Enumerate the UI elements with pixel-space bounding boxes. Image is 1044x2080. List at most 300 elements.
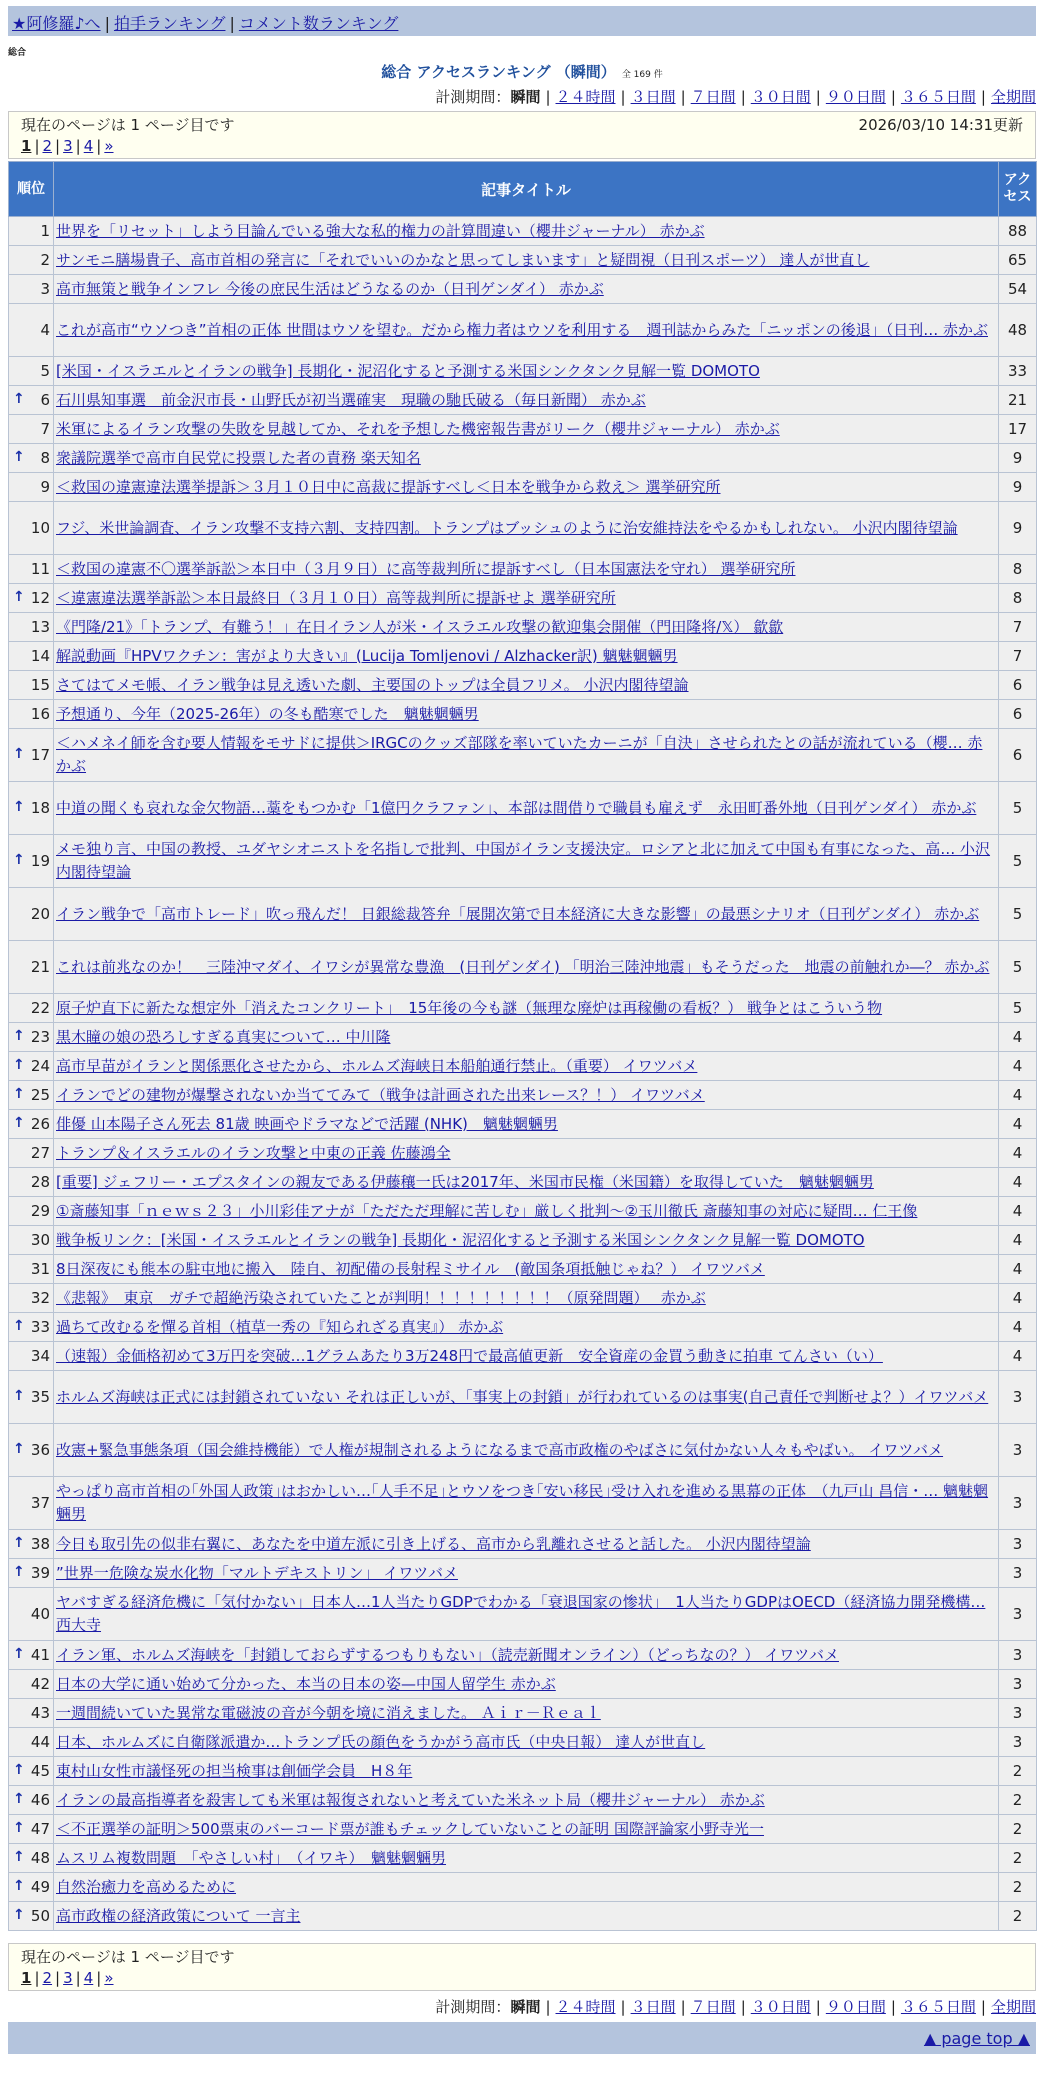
- table-row: [9, 246, 1037, 275]
- table-row: [9, 1168, 1037, 1197]
- title-cell: [54, 1902, 999, 1931]
- period-label: 計測期間：: [435, 1998, 511, 2016]
- access-count: 3: [999, 1588, 1037, 1641]
- title-cell: [54, 444, 999, 473]
- article-link[interactable]: 一週間続いていた異常な電磁波の音が今朝を境に消えました。 Ａｉｒ－Ｒｅａｌ: [56, 1703, 601, 1722]
- title-cell: [54, 357, 999, 386]
- arrow-up-icon: ↑: [13, 589, 25, 605]
- rank-number: 17: [30, 746, 50, 764]
- rank-column-header: 順位: [9, 162, 54, 217]
- article-link[interactable]: ＜違憲違法選挙訴訟＞本日最終日（３月１０日）高等裁判所に提訴せよ 選挙研究所: [56, 588, 616, 607]
- rank-number: 39: [30, 1564, 50, 1582]
- article-link[interactable]: サンモニ膳場貴子、高市首相の発言に「それでいいのかなと思ってしまいます」と疑問視（日刊スポーツ） 達人が世直し: [56, 250, 870, 269]
- article-link[interactable]: ＜ハメネイ師を含む要人情報をモサドに提供＞IRGCのクッズ部隊を率いていたカーニが「自決」させられたとの話が流れている（櫻… 赤かぶ: [56, 734, 983, 775]
- period-option-link[interactable]: ７日間: [690, 1998, 736, 2016]
- rank-cell: [9, 1424, 54, 1477]
- title-cell: [54, 782, 999, 835]
- table-row: [9, 584, 1037, 613]
- article-link[interactable]: 高市政権の経済政策について 一言主: [56, 1906, 301, 1925]
- access-count: 7: [999, 642, 1037, 671]
- rank-number: 49: [30, 1878, 50, 1896]
- table-row: [9, 782, 1037, 835]
- category-label: 総合: [8, 48, 27, 58]
- article-link[interactable]: 予想通り、今年（2025-26年）の冬も酷寒でした 魑魅魍魎男: [56, 704, 479, 723]
- rank-number: 5: [40, 362, 50, 380]
- period-separator: |: [545, 88, 551, 106]
- pager-box-bottom: [8, 1943, 1036, 1991]
- access-count: 3: [999, 1371, 1037, 1424]
- table-row: [9, 1023, 1037, 1052]
- table-header-row: [9, 162, 1037, 217]
- period-selector-bottom: [435, 1996, 1036, 2017]
- arrow-up-icon: ↑: [13, 1318, 25, 1334]
- table-row: [9, 1477, 1037, 1530]
- rank-cell: [9, 1728, 54, 1757]
- access-count: 4: [999, 1226, 1037, 1255]
- access-count: 3: [999, 1424, 1037, 1477]
- title-cell: [54, 941, 999, 994]
- page-link[interactable]: 3: [63, 1969, 73, 1987]
- rank-number: 13: [30, 618, 50, 636]
- title-cell: [54, 502, 999, 555]
- rank-number: 37: [30, 1494, 50, 1512]
- arrow-up-icon: ↑: [13, 1849, 25, 1865]
- pager-box: [8, 111, 1036, 159]
- title-cell: [54, 1197, 999, 1226]
- arrow-up-icon: ↑: [13, 1535, 25, 1551]
- title-cell: [54, 1815, 999, 1844]
- home-link[interactable]: ★阿修羅♪へ: [12, 14, 101, 33]
- access-count: 6: [999, 700, 1037, 729]
- title-cell: [54, 473, 999, 502]
- arrow-up-icon: ↑: [13, 1115, 25, 1131]
- rank-cell: [9, 1226, 54, 1255]
- rank-cell: [9, 888, 54, 941]
- page-link[interactable]: 4: [83, 137, 94, 155]
- nav-separator: |: [229, 14, 235, 33]
- article-link[interactable]: 《悲報》 東京 ガチで超絶汚染されていたことが判明！！！！！！！！！（原発問題） 赤かぶ: [56, 1288, 706, 1307]
- article-link[interactable]: 衆議院選挙で高市自民党に投票した者の責務 楽天知名: [56, 448, 421, 467]
- rank-number: 45: [30, 1762, 50, 1780]
- article-link[interactable]: 戦争板リンク：[米国・イスラエルとイランの戦争] 長期化・泥沼化すると予測する米国シンクタンク見解一覧 DOMOTO: [56, 1230, 865, 1249]
- title-cell: [54, 1139, 999, 1168]
- rank-number: 50: [30, 1907, 50, 1925]
- table-row: [9, 1139, 1037, 1168]
- access-count: 4: [999, 1081, 1037, 1110]
- access-count: 2: [999, 1815, 1037, 1844]
- rank-cell: [9, 1313, 54, 1342]
- period-separator: |: [680, 1998, 686, 2016]
- rank-number: 9: [40, 478, 50, 496]
- rank-number: 18: [30, 799, 50, 817]
- period-option-link[interactable]: ９０日間: [825, 88, 886, 106]
- period-separator: |: [980, 1998, 986, 2016]
- rank-cell: [9, 386, 54, 415]
- article-link[interactable]: イランでどの建物が爆撃されないか当ててみて（戦争は計画された出来レース？！） イワツバメ: [56, 1085, 705, 1104]
- article-link[interactable]: イランの最高指導者を殺害しても米軍は報復されないと考えていた米ネット局（櫻井ジャーナル） 赤かぶ: [56, 1790, 765, 1809]
- rank-number: 27: [30, 1144, 50, 1162]
- table-row: [9, 1670, 1037, 1699]
- comment-ranking-link[interactable]: コメント数ランキング: [238, 14, 399, 33]
- page-separator: |: [96, 1969, 102, 1987]
- arrow-up-icon: ↑: [13, 1646, 25, 1662]
- rank-number: 2: [40, 251, 50, 269]
- article-link[interactable]: 高市早苗がイランと関係悪化させたから、ホルムズ海峡日本船舶通行禁止。（重要） イワツバメ: [56, 1056, 698, 1075]
- table-row: [9, 1255, 1037, 1284]
- article-link[interactable]: ホルムズ海峡は正式には封鎖されていない それは正しいが、「事実上の封鎖」が行われているのは事実(自己責任で判断せよ？）イワツバメ: [56, 1387, 989, 1406]
- title-cell: [54, 555, 999, 584]
- article-link[interactable]: 俳優 山本陽子さん死去 81歳 映画やドラマなどで活躍 (NHK) 魑魅魍魎男: [56, 1114, 558, 1133]
- access-count: 4: [999, 1342, 1037, 1371]
- access-column-header: アクセス: [999, 162, 1037, 217]
- rank-cell: [9, 1641, 54, 1670]
- period-option-link[interactable]: ３日間: [630, 88, 676, 106]
- pager-row: [21, 1946, 1023, 1969]
- rank-cell: [9, 1023, 54, 1052]
- article-link[interactable]: [重要] ジェフリー・エプスタインの親友である伊藤穰一氏は2017年、米国市民権（米国籍）を取得していた 魑魅魍魎男: [56, 1172, 874, 1191]
- period-option-link[interactable]: ３０日間: [750, 88, 811, 106]
- ranking-table: [8, 161, 1037, 1931]
- title-cell: [54, 613, 999, 642]
- table-row: [9, 941, 1037, 994]
- period-option-link[interactable]: 全期間: [990, 1998, 1036, 2016]
- rank-cell: [9, 835, 54, 888]
- top-nav-bar: [8, 6, 1036, 36]
- table-row: [9, 1844, 1037, 1873]
- rank-cell: [9, 994, 54, 1023]
- rank-number: 32: [30, 1289, 50, 1307]
- table-row: [9, 275, 1037, 304]
- table-row: [9, 613, 1037, 642]
- page-links: [21, 1969, 1023, 1987]
- rank-cell: [9, 1477, 54, 1530]
- title-cell: [54, 275, 999, 304]
- rank-number: 43: [30, 1704, 50, 1722]
- rank-number: 42: [30, 1675, 50, 1693]
- article-link[interactable]: やっぱり高市首相の｢外国人政策｣はおかしい…｢人手不足｣とウソをつき｢安い移民｣受け入れを進める黒幕の正体 （九戸山 昌信・… 魑魅魍魎男: [56, 1482, 989, 1523]
- period-option-link[interactable]: 全期間: [990, 88, 1036, 106]
- arrow-up-icon: ↑: [13, 1086, 25, 1102]
- period-option-link[interactable]: ９０日間: [825, 1998, 886, 2016]
- article-link[interactable]: 東村山女性市議怪死の担当検事は創価学会員 H８年: [56, 1761, 413, 1780]
- title-cell: [54, 1424, 999, 1477]
- rank-cell: [9, 1757, 54, 1786]
- period-option-link[interactable]: ３６５日間: [900, 88, 976, 106]
- rank-cell: [9, 555, 54, 584]
- title-cell: [54, 1588, 999, 1641]
- rank-number: 24: [30, 1057, 50, 1075]
- arrow-up-icon: ↑: [13, 1028, 25, 1044]
- article-link[interactable]: これが高市“ウソつき”首相の正体 世間はウソを望む。だから権力者はウソを利用する 週刊誌からみた「ニッポンの後退」（日刊… 赤かぶ: [56, 320, 988, 339]
- access-count: 5: [999, 835, 1037, 888]
- page-link[interactable]: 2: [42, 1969, 53, 1987]
- period-separator: |: [980, 88, 986, 106]
- table-row: [9, 1559, 1037, 1588]
- arrow-up-icon: ↑: [13, 852, 25, 868]
- rank-number: 30: [30, 1231, 50, 1249]
- table-row: [9, 994, 1037, 1023]
- rank-cell: [9, 1786, 54, 1815]
- article-link[interactable]: 今日も取引先の似非右翼に、あなたを中道左派に引き上げる、高市から乳離れさせると話した。 小沢内閣待望論: [56, 1534, 811, 1553]
- rank-cell: [9, 782, 54, 835]
- rank-number: 34: [30, 1347, 50, 1365]
- title-cell: [54, 1559, 999, 1588]
- page-link[interactable]: 3: [63, 137, 73, 155]
- rank-number: 15: [30, 676, 50, 694]
- article-link[interactable]: 8日深夜にも熊本の駐屯地に搬入 陸自、初配備の長射程ミサイル (敵国条項抵触じゃね？） イワツバメ: [56, 1259, 765, 1278]
- access-count: 4: [999, 1197, 1037, 1226]
- access-count: 17: [999, 415, 1037, 444]
- access-count: 4: [999, 1313, 1037, 1342]
- period-option-link[interactable]: ３０日間: [750, 1998, 811, 2016]
- title-cell: [54, 835, 999, 888]
- arrow-up-icon: ↑: [13, 1441, 25, 1457]
- rank-cell: [9, 729, 54, 782]
- access-count: 9: [999, 473, 1037, 502]
- arrow-up-icon: ↑: [13, 746, 25, 762]
- rank-cell: [9, 1371, 54, 1424]
- article-link[interactable]: さてはてメモ帳、イラン戦争は見え透いた劇、主要国のトップは全員フリメ。 小沢内閣待望論: [56, 675, 689, 694]
- title-cell: [54, 1052, 999, 1081]
- table-row: [9, 1052, 1037, 1081]
- page-separator: |: [75, 137, 81, 155]
- article-link[interactable]: ①斎藤知事「ｎｅｗｓ２３」小川彩佳アナが「ただただ理解に苦しむ」厳しく批判～②玉川徹氏 斎藤知事の対応に疑問… 仁王像: [56, 1201, 918, 1220]
- page-separator: |: [96, 137, 102, 155]
- rank-number: 10: [30, 519, 50, 537]
- period-separator: |: [815, 1998, 821, 2016]
- title-cell: [54, 1168, 999, 1197]
- rank-cell: [9, 1052, 54, 1081]
- table-row: [9, 1815, 1037, 1844]
- rank-cell: [9, 1873, 54, 1902]
- period-separator: |: [740, 1998, 746, 2016]
- article-link[interactable]: 高市無策と戦争インフレ 今後の庶民生活はどうなるのか（日刊ゲンダイ） 赤かぶ: [56, 279, 604, 298]
- page-link[interactable]: 4: [83, 1969, 94, 1987]
- access-count: 2: [999, 1844, 1037, 1873]
- period-separator: |: [815, 88, 821, 106]
- access-count: 8: [999, 555, 1037, 584]
- rank-number: 48: [30, 1849, 50, 1867]
- title-cell: [54, 217, 999, 246]
- access-count: 33: [999, 357, 1037, 386]
- article-link[interactable]: ＜救国の違憲違法選挙提訴＞３月１０日中に高裁に提訴すべし＜日本を戦争から救え＞ 選挙研究所: [56, 477, 721, 496]
- article-link[interactable]: フジ、米世論調査、イラン攻撃不支持六割、支持四割。トランプはブッシュのように治安維持法をやるかもしれない。 小沢内閣待望論: [56, 518, 958, 537]
- arrow-up-icon: ↑: [13, 449, 25, 465]
- article-link[interactable]: これは前兆なのか！ 三陸沖マダイ、イワシが異常な豊漁 (日刊ゲンダイ) 「明治三陸沖地震」もそうだった 地震の前触れか―？ 赤かぶ: [56, 957, 990, 976]
- arrow-up-icon: ↑: [13, 1762, 25, 1778]
- page-links: [21, 137, 1023, 155]
- article-link[interactable]: 自然治癒力を高めるために: [56, 1877, 237, 1896]
- article-link[interactable]: 解説動画『HPVワクチン：害がより大きい』(Lucija Tomljenovi / Alzhacker訳) 魑魅魍魎男: [56, 646, 678, 665]
- table-row: [9, 1699, 1037, 1728]
- rank-number: 47: [30, 1820, 50, 1838]
- rank-number: 26: [30, 1115, 50, 1133]
- table-row: [9, 835, 1037, 888]
- rank-cell: [9, 502, 54, 555]
- title-cell: [54, 1530, 999, 1559]
- article-link[interactable]: ヤバすぎる経済危機に「気付かない」日本人…1人当たりGDPでわかる「衰退国家の惨状」 1人当たりGDPはOECD（経済協力開発機構… 西大寺: [56, 1593, 986, 1634]
- period-option-link[interactable]: ７日間: [690, 88, 736, 106]
- page-link[interactable]: »: [104, 1969, 114, 1987]
- access-count: 7: [999, 613, 1037, 642]
- period-option-link[interactable]: ３日間: [630, 1998, 676, 2016]
- rank-cell: [9, 1815, 54, 1844]
- access-count: 6: [999, 671, 1037, 700]
- period-label: 計測期間：: [435, 88, 511, 106]
- table-row: [9, 357, 1037, 386]
- rank-number: 38: [30, 1535, 50, 1553]
- access-count: 4: [999, 1284, 1037, 1313]
- title-cell: [54, 584, 999, 613]
- rank-number: 25: [30, 1086, 50, 1104]
- arrow-up-icon: ↑: [13, 1878, 25, 1894]
- article-link[interactable]: 黒木瞳の娘の恐ろしすぎる真実について… 中川隆: [56, 1027, 391, 1046]
- table-row: [9, 1873, 1037, 1902]
- title-cell: [54, 671, 999, 700]
- rank-number: 7: [40, 420, 50, 438]
- article-link[interactable]: 改憲+緊急事態条項（国会維持機能）で人権が規制されるようになるまで高市政権のやばさに気付かない人々もやばい。 イワツバメ: [56, 1440, 944, 1459]
- table-row: [9, 1313, 1037, 1342]
- current-page-number: 1: [21, 1969, 32, 1987]
- page-separator: |: [34, 137, 40, 155]
- rank-number: 23: [30, 1028, 50, 1046]
- article-link[interactable]: トランプ＆イスラエルのイラン攻撃と中東の正義 佐藤鴻全: [56, 1143, 451, 1162]
- article-link[interactable]: 日本の大学に通い始めて分かった、本当の日本の姿—中国人留学生 赤かぶ: [56, 1674, 556, 1693]
- clap-ranking-link[interactable]: 拍手ランキング: [113, 14, 226, 33]
- page-separator: |: [55, 137, 61, 155]
- article-link[interactable]: 世界を「リセット」しよう目論んでいる強大な私的権力の計算間違い（櫻井ジャーナル） 赤かぶ: [56, 221, 705, 240]
- access-count: 4: [999, 1255, 1037, 1284]
- updated-timestamp: 2026/03/10 14:31更新: [858, 116, 1023, 134]
- access-count: 88: [999, 217, 1037, 246]
- table-row: [9, 1641, 1037, 1670]
- article-link[interactable]: ＜救国の違憲不〇選挙訴訟＞本日中（３月９日）に高等裁判所に提訴すべし（日本国憲法を守れ） 選挙研究所: [56, 559, 796, 578]
- page-top-link[interactable]: ▲ page top ▲: [923, 2029, 1030, 2048]
- table-row: [9, 1786, 1037, 1815]
- title-cell: [54, 1284, 999, 1313]
- page-link[interactable]: »: [104, 137, 114, 155]
- rank-number: 4: [40, 321, 50, 339]
- table-row: [9, 502, 1037, 555]
- table-row: [9, 729, 1037, 782]
- arrow-up-icon: ↑: [13, 1820, 25, 1836]
- pager-row: [21, 114, 1023, 137]
- rank-cell: [9, 671, 54, 700]
- article-link[interactable]: 日本、ホルムズに自衛隊派遣か…トランプ氏の顔色をうかがう高市氏（中央日報） 達人が世直し: [56, 1732, 706, 1751]
- access-count: 5: [999, 782, 1037, 835]
- arrow-up-icon: ↑: [13, 1564, 25, 1580]
- access-count: 21: [999, 386, 1037, 415]
- period-current: 瞬間: [510, 1998, 541, 2016]
- table-row: [9, 386, 1037, 415]
- title-cell: [54, 1023, 999, 1052]
- article-link[interactable]: 石川県知事選 前金沢市長・山野氏が初当選確実 現職の馳氏破る（毎日新聞） 赤かぶ: [56, 390, 646, 409]
- article-link[interactable]: ”世界一危険な炭水化物「マルトデキストリン」 イワツバメ: [56, 1563, 458, 1582]
- rank-cell: [9, 1110, 54, 1139]
- article-link[interactable]: 過ちて改むるを憚る首相（植草一秀の『知られざる真実』） 赤かぶ: [56, 1317, 504, 1336]
- rank-cell: [9, 1844, 54, 1873]
- arrow-up-icon: ↑: [13, 1907, 25, 1923]
- table-row: [9, 1902, 1037, 1931]
- table-row: [9, 888, 1037, 941]
- title-column-header: 記事タイトル: [54, 162, 999, 217]
- title-cell: [54, 1477, 999, 1530]
- article-link[interactable]: イラン戦争で「高市トレード」吹っ飛んだ！ 日銀総裁答弁「展開次第で日本経済に大きな影響」の最悪シナリオ（日刊ゲンダイ） 赤かぶ: [56, 904, 980, 923]
- table-row: [9, 1197, 1037, 1226]
- rank-number: 3: [40, 280, 50, 298]
- period-separator: |: [740, 88, 746, 106]
- article-link[interactable]: （速報）金価格初めて3万円を突破…1グラムあたり3万248円で最高値更新 安全資産の金買う動きに拍車 てんさい（い）: [56, 1346, 883, 1365]
- title-cell: [54, 1699, 999, 1728]
- rank-cell: [9, 444, 54, 473]
- page-separator: |: [34, 1969, 40, 1987]
- article-link[interactable]: 原子炉直下に新たな想定外「消えたコンクリート」 15年後の今も謎（無理な廃炉は再稼働の看板？） 戦争とはこういう物: [56, 998, 883, 1017]
- current-page-text: 現在のページは 1 ページ目です: [21, 1948, 235, 1966]
- title-cell: [54, 1757, 999, 1786]
- table-row: [9, 1284, 1037, 1313]
- title-cell: [54, 1313, 999, 1342]
- access-count: 65: [999, 246, 1037, 275]
- access-count: 3: [999, 1477, 1037, 1530]
- table-row: [9, 1728, 1037, 1757]
- title-cell: [54, 246, 999, 275]
- rank-cell: [9, 1255, 54, 1284]
- title-cell: [54, 1110, 999, 1139]
- arrow-up-icon: ↑: [13, 1791, 25, 1807]
- rank-cell: [9, 1139, 54, 1168]
- page-link[interactable]: 2: [42, 137, 53, 155]
- page-title-text: 総合 アクセスランキング （瞬間）: [381, 63, 616, 81]
- rank-number: 31: [30, 1260, 50, 1278]
- article-link[interactable]: [米国・イスラエルとイランの戦争] 長期化・泥沼化すると予測する米国シンクタンク見解一覧 DOMOTO: [56, 361, 760, 380]
- rank-cell: [9, 642, 54, 671]
- article-link[interactable]: ＜不正選挙の証明＞500票束のバーコード票が誰もチェックしていないことの証明 国際評論家小野寺光一: [56, 1819, 764, 1838]
- rank-cell: [9, 1168, 54, 1197]
- article-link[interactable]: 米軍によるイラン攻撃の失敗を見越してか、それを予想した機密報告書がリーク（櫻井ジャーナル） 赤かぶ: [56, 419, 780, 438]
- article-link[interactable]: ムスリム複数問題 「やさしい村」 （イワキ） 魑魅魍魎男: [56, 1848, 447, 1867]
- access-count: 54: [999, 275, 1037, 304]
- article-link[interactable]: メモ独り言、中国の教授、ユダヤシオニストを名指しで批判、中国がイラン支援決定。ロシアと北に加えて中国も有事になった、高… 小沢内閣待望論: [56, 840, 991, 881]
- rank-number: 19: [30, 852, 50, 870]
- rank-cell: [9, 700, 54, 729]
- rank-cell: [9, 1342, 54, 1371]
- access-count: 5: [999, 941, 1037, 994]
- rank-cell: [9, 415, 54, 444]
- table-row: [9, 1371, 1037, 1424]
- period-current: 瞬間: [510, 88, 541, 106]
- article-link[interactable]: イラン軍、ホルムズ海峡を「封鎖しておらずするつもりもない」（読売新聞オンライン）（どっちなの？） イワツバメ: [56, 1645, 839, 1664]
- article-link[interactable]: 中道の聞くも哀れな金欠物語…藁をもつかむ「1億円クラファン」、本部は間借りで職員も雇えず 永田町番外地（日刊ゲンダイ） 赤かぶ: [56, 798, 977, 817]
- period-option-link[interactable]: ２４時間: [555, 1998, 616, 2016]
- rank-number: 20: [30, 905, 50, 923]
- title-cell: [54, 1342, 999, 1371]
- period-option-link[interactable]: ３６５日間: [900, 1998, 976, 2016]
- title-cell: [54, 888, 999, 941]
- access-count: 2: [999, 1786, 1037, 1815]
- table-row: [9, 700, 1037, 729]
- rank-cell: [9, 613, 54, 642]
- access-count: 2: [999, 1757, 1037, 1786]
- access-count: 3: [999, 1530, 1037, 1559]
- current-page-text: 現在のページは 1 ページ目です: [21, 116, 235, 134]
- rank-number: 36: [30, 1441, 50, 1459]
- period-option-link[interactable]: ２４時間: [555, 88, 616, 106]
- nav-separator: |: [104, 14, 110, 33]
- rank-cell: [9, 304, 54, 357]
- table-row: [9, 217, 1037, 246]
- article-link[interactable]: 《門隆/21》「トランプ、有難う！」在日イラン人が米・イスラエル攻撃の歓迎集会開催（門田隆将/𝕏） 歙歙: [56, 617, 784, 636]
- arrow-up-icon: ↑: [13, 1388, 25, 1404]
